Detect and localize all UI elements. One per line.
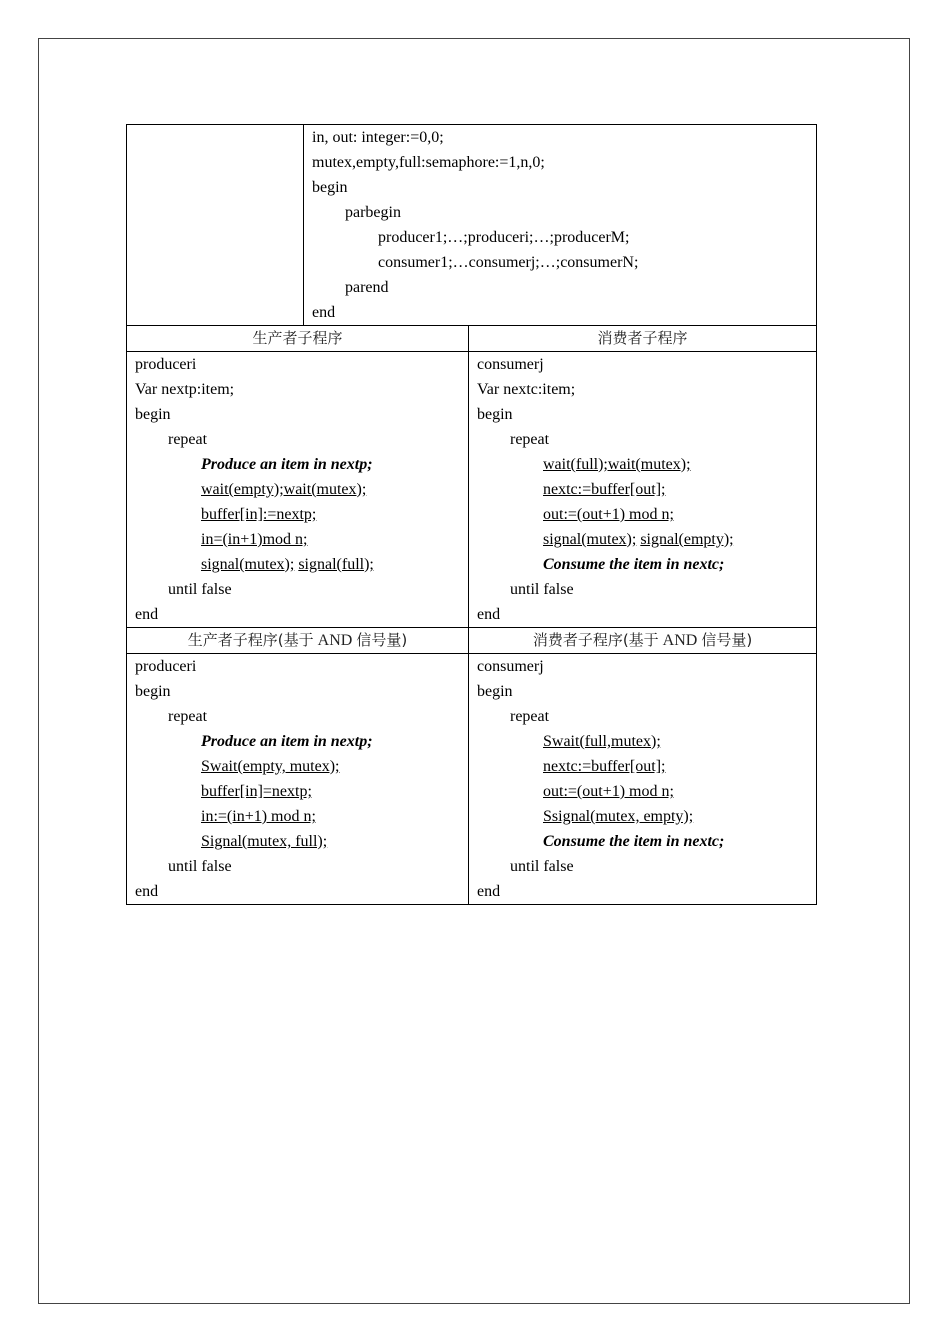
code-line [135,729,468,754]
section2-code-row [127,654,817,905]
section1-code-row [127,352,817,628]
code-line [477,502,816,527]
code-fragment: buffer[in]:=nextp; [201,506,317,523]
code-line: consumer1;…consumerj;…;consumerN; [378,254,639,271]
code-line [135,754,468,779]
code-line: begin [312,179,348,196]
and-consumer-header-and: AND [658,632,702,649]
code-line [477,552,816,577]
code-line: in, out: integer:=0,0; [312,129,444,146]
code-fragment: end [477,883,501,900]
section2-header-row [127,628,817,654]
code-line [477,527,816,552]
and-producer-header-and: AND [313,632,357,649]
code-fragment: wait(empty);wait(mutex); [201,481,367,498]
code-fragment: end [477,606,501,623]
code-fragment: Signal(mutex, full); [201,833,328,850]
code-fragment: begin [135,406,171,423]
code-line [135,829,468,854]
code-line [477,854,816,879]
code-line [477,477,816,502]
and-consumer-header [469,628,817,654]
code-line: producer1;…;produceri;…;producerM; [378,229,630,246]
code-fragment: end [135,883,159,900]
code-line [135,352,468,377]
code-line [477,402,816,427]
code-fragment: begin [477,683,513,700]
code-line [477,427,816,452]
code-line [135,427,468,452]
code-line [135,804,468,829]
code-line [477,754,816,779]
code-fragment: begin [477,406,513,423]
code-line [135,452,468,477]
code-line [135,879,468,904]
code-line [135,779,468,804]
code-line [135,704,468,729]
declaration-code-block [312,125,816,325]
code-fragment: buffer[in]=nextp; [201,783,312,800]
code-fragment: Consume the item in nextc; [543,833,725,850]
producer-code-cell [127,352,469,628]
code-fragment: signal(empty); [640,531,734,548]
code-fragment: in=(in+1)mod n; [201,531,308,548]
code-fragment: repeat [168,708,208,725]
code-fragment: Produce an item in nextp; [201,733,373,750]
code-line [135,577,468,602]
code-fragment: repeat [510,708,550,725]
code-fragment: nextc:=buffer[out]; [543,758,666,775]
code-fragment: until false [510,858,574,875]
code-line [135,654,468,679]
code-line [477,452,816,477]
and-consumer-code-cell [469,654,817,905]
code-fragment: wait(full);wait(mutex); [543,456,691,473]
code-fragment: Swait(full,mutex); [543,733,661,750]
declaration-empty-cell [127,125,304,326]
code-line [477,829,816,854]
producer-code-block [135,352,468,627]
code-line [477,352,816,377]
code-line [477,879,816,904]
code-line [135,402,468,427]
code-fragment: in:=(in+1) mod n; [201,808,316,825]
code-fragment: until false [168,581,232,598]
code-line [477,679,816,704]
and-consumer-header-part1: 消费者子程序(基于 [532,631,659,649]
code-line: end [312,304,336,321]
code-fragment: out:=(out+1) mod n; [543,506,674,523]
code-line [477,804,816,829]
and-consumer-header-part2: 信号量) [701,631,753,649]
code-line [135,377,468,402]
code-fragment: nextc:=buffer[out]; [543,481,666,498]
and-producer-header-part1: 生产者子程序(基于 [187,631,314,649]
code-line [135,527,468,552]
code-fragment: Consume the item in nextc; [543,556,725,573]
code-line [477,377,816,402]
code-fragment: Var nextp:item; [135,381,235,398]
code-fragment: until false [510,581,574,598]
code-fragment: Produce an item in nextp; [201,456,373,473]
and-producer-code-cell [127,654,469,905]
code-line: mutex,empty,full:semaphore:=1,n,0; [312,154,545,171]
code-fragment: Ssignal(mutex, empty); [543,808,694,825]
code-line [135,552,468,577]
code-line [135,854,468,879]
code-line [135,477,468,502]
consumer-code-block [477,352,816,627]
declaration-row [127,125,817,326]
code-fragment: begin [135,683,171,700]
code-fragment: produceri [135,356,197,373]
and-producer-header-part2: 信号量) [356,631,408,649]
code-line [135,502,468,527]
code-fragment: signal(mutex); [543,531,637,548]
code-fragment: repeat [510,431,550,448]
consumer-code-cell [469,352,817,628]
and-producer-header [127,628,469,654]
code-line [477,729,816,754]
code-line [135,679,468,704]
code-fragment: Var nextc:item; [477,381,576,398]
code-line [477,577,816,602]
code-fragment: end [135,606,159,623]
code-line: parbegin [345,204,401,221]
consumer-header: 消费者子程序 [469,326,817,352]
and-consumer-code-block [477,654,816,904]
code-fragment: until false [168,858,232,875]
code-fragment: produceri [135,658,197,675]
code-line [477,654,816,679]
code-fragment: signal(mutex); [201,556,295,573]
code-fragment: consumerj [477,356,544,373]
and-producer-code-block [135,654,468,904]
code-fragment: consumerj [477,658,544,675]
code-line: parend [345,279,389,296]
code-line [477,602,816,627]
code-line [135,602,468,627]
section1-header-row [127,326,817,352]
producer-header: 生产者子程序 [127,326,469,352]
code-fragment: Swait(empty, mutex); [201,758,340,775]
declaration-code-cell [304,125,817,326]
code-line [477,704,816,729]
code-fragment: repeat [168,431,208,448]
code-fragment: out:=(out+1) mod n; [543,783,674,800]
code-fragment: signal(full); [298,556,374,573]
code-line [477,779,816,804]
producer-consumer-table [126,124,817,905]
